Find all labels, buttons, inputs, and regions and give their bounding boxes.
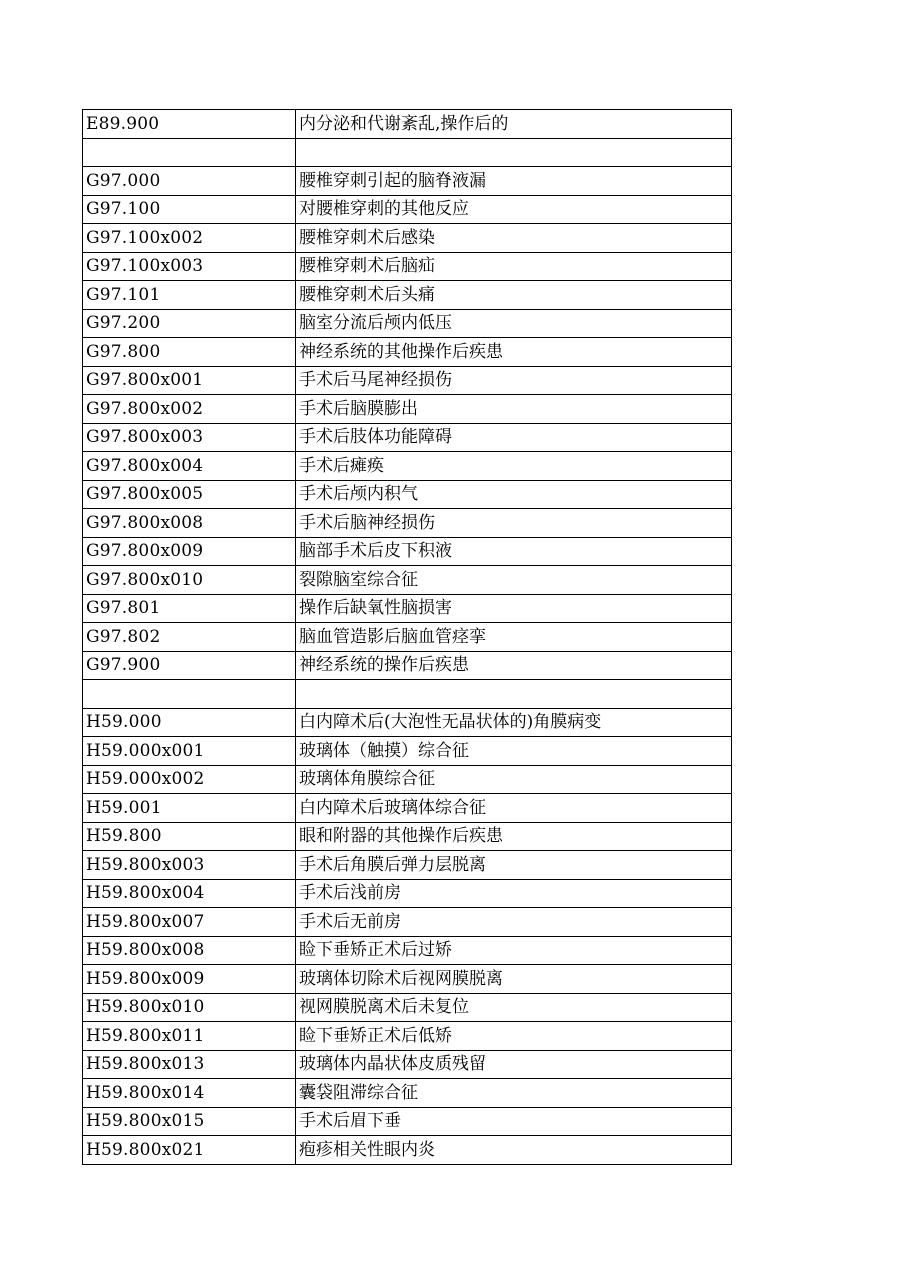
diagnosis-name-cell: 玻璃体（触摸）综合征 (296, 737, 732, 766)
table-row (83, 281, 732, 310)
diagnosis-name-cell: 手术后肢体功能障碍 (296, 423, 732, 452)
diagnosis-code-cell: H59.800x011 (83, 1022, 296, 1051)
diagnosis-code-cell: H59.800x014 (83, 1079, 296, 1108)
table-row (83, 879, 732, 908)
table-row (83, 566, 732, 595)
diagnosis-code-cell: G97.800x005 (83, 480, 296, 509)
diagnosis-name-cell: 眼和附器的其他操作后疾患 (296, 822, 732, 851)
diagnosis-code-cell: G97.200 (83, 309, 296, 338)
table-row (83, 623, 732, 652)
diagnosis-code-cell: H59.000x001 (83, 737, 296, 766)
table-row (83, 737, 732, 766)
diagnosis-name-cell: 白内障术后玻璃体综合征 (296, 794, 732, 823)
table-row (83, 680, 732, 709)
diagnosis-code-cell: H59.800x021 (83, 1136, 296, 1165)
diagnosis-name-cell: 内分泌和代谢紊乱,操作后的 (296, 110, 732, 139)
diagnosis-name-cell: 对腰椎穿刺的其他反应 (296, 195, 732, 224)
diagnosis-name-cell: 视网膜脱离术后未复位 (296, 993, 732, 1022)
table-row (83, 423, 732, 452)
diagnosis-code-cell: H59.800x008 (83, 936, 296, 965)
diagnosis-code-cell: G97.802 (83, 623, 296, 652)
diagnosis-name-cell: 玻璃体角膜综合征 (296, 765, 732, 794)
table-row (83, 594, 732, 623)
table-row (83, 851, 732, 880)
table-row (83, 936, 732, 965)
table-row (83, 1107, 732, 1136)
diagnosis-code-cell: G97.800x004 (83, 452, 296, 481)
diagnosis-code-cell: H59.000 (83, 708, 296, 737)
diagnosis-code-cell: H59.800x007 (83, 908, 296, 937)
diagnosis-code-cell: G97.000 (83, 167, 296, 196)
diagnosis-name-cell: 腰椎穿刺术后脑疝 (296, 252, 732, 281)
diagnosis-name-cell: 睑下垂矫正术后低矫 (296, 1022, 732, 1051)
diagnosis-name-cell: 操作后缺氧性脑损害 (296, 594, 732, 623)
diagnosis-code-cell: G97.800x001 (83, 366, 296, 395)
diagnosis-name-cell: 玻璃体内晶状体皮质残留 (296, 1050, 732, 1079)
diagnosis-name-cell: 脑室分流后颅内低压 (296, 309, 732, 338)
diagnosis-name-cell: 腰椎穿刺术后头痛 (296, 281, 732, 310)
table-row (83, 965, 732, 994)
diagnosis-name-cell: 腰椎穿刺引起的脑脊液漏 (296, 167, 732, 196)
diagnosis-name-cell: 手术后角膜后弹力层脱离 (296, 851, 732, 880)
table-row (83, 1136, 732, 1165)
diagnosis-code-cell: G97.100 (83, 195, 296, 224)
diagnosis-code-cell: G97.801 (83, 594, 296, 623)
diagnosis-code-cell: G97.800x008 (83, 509, 296, 538)
diagnosis-code-cell: H59.800x004 (83, 879, 296, 908)
diagnosis-code-cell: G97.800x002 (83, 395, 296, 424)
diagnosis-code-cell: H59.800x013 (83, 1050, 296, 1079)
diagnosis-name-cell: 囊袋阻滞综合征 (296, 1079, 732, 1108)
table-row (83, 1050, 732, 1079)
diagnosis-name-cell: 睑下垂矫正术后过矫 (296, 936, 732, 965)
diagnosis-name-cell: 手术后浅前房 (296, 879, 732, 908)
diagnosis-code-cell: G97.101 (83, 281, 296, 310)
diagnosis-name-cell: 神经系统的其他操作后疾患 (296, 338, 732, 367)
diagnosis-code-cell: G97.800x003 (83, 423, 296, 452)
diagnosis-code-cell (83, 138, 296, 167)
table-row (83, 509, 732, 538)
table-row (83, 110, 732, 139)
diagnosis-code-cell: G97.900 (83, 651, 296, 680)
diagnosis-name-cell: 手术后脑神经损伤 (296, 509, 732, 538)
diagnosis-name-cell: 手术后无前房 (296, 908, 732, 937)
table-row (83, 1079, 732, 1108)
table-row (83, 708, 732, 737)
diagnosis-code-cell: G97.800x010 (83, 566, 296, 595)
diagnosis-code-cell: E89.900 (83, 110, 296, 139)
diagnosis-code-cell: H59.800x003 (83, 851, 296, 880)
diagnosis-code-cell (83, 680, 296, 709)
table-row (83, 252, 732, 281)
diagnosis-code-cell: H59.800 (83, 822, 296, 851)
diagnosis-name-cell: 脑部手术后皮下积液 (296, 537, 732, 566)
diagnosis-name-cell: 疱疹相关性眼内炎 (296, 1136, 732, 1165)
diagnosis-name-cell: 手术后颅内积气 (296, 480, 732, 509)
diagnosis-code-cell: H59.800x009 (83, 965, 296, 994)
diagnosis-name-cell: 玻璃体切除术后视网膜脱离 (296, 965, 732, 994)
diagnosis-code-cell: G97.800x009 (83, 537, 296, 566)
table-row (83, 537, 732, 566)
table-row (83, 366, 732, 395)
table-row (83, 765, 732, 794)
diagnosis-code-cell: H59.001 (83, 794, 296, 823)
diagnosis-code-cell: H59.800x015 (83, 1107, 296, 1136)
table-row (83, 1022, 732, 1051)
table-row (83, 338, 732, 367)
diagnosis-name-cell: 白内障术后(大泡性无晶状体的)角膜病变 (296, 708, 732, 737)
diagnosis-name-cell: 裂隙脑室综合征 (296, 566, 732, 595)
table-row (83, 908, 732, 937)
diagnosis-name-cell: 手术后眉下垂 (296, 1107, 732, 1136)
table-row (83, 651, 732, 680)
table-row (83, 195, 732, 224)
diagnosis-name-cell (296, 680, 732, 709)
diagnosis-code-cell: G97.100x002 (83, 224, 296, 253)
diagnosis-name-cell: 神经系统的操作后疾患 (296, 651, 732, 680)
diagnosis-name-cell: 腰椎穿刺术后感染 (296, 224, 732, 253)
diagnosis-name-cell: 脑血管造影后脑血管痉挛 (296, 623, 732, 652)
table-row (83, 480, 732, 509)
table-row (83, 138, 732, 167)
code-table-body (83, 110, 732, 1165)
table-row (83, 167, 732, 196)
table-row (83, 309, 732, 338)
diagnosis-name-cell (296, 138, 732, 167)
diagnosis-code-cell: H59.000x002 (83, 765, 296, 794)
diagnosis-code-cell: G97.100x003 (83, 252, 296, 281)
table-row (83, 993, 732, 1022)
diagnosis-name-cell: 手术后脑膜膨出 (296, 395, 732, 424)
table-row (83, 452, 732, 481)
diagnosis-code-cell: G97.800 (83, 338, 296, 367)
table-row (83, 395, 732, 424)
diagnosis-name-cell: 手术后瘫痪 (296, 452, 732, 481)
code-table (82, 109, 732, 1165)
table-row (83, 794, 732, 823)
diagnosis-code-cell: H59.800x010 (83, 993, 296, 1022)
table-row (83, 224, 732, 253)
table-row (83, 822, 732, 851)
diagnosis-name-cell: 手术后马尾神经损伤 (296, 366, 732, 395)
